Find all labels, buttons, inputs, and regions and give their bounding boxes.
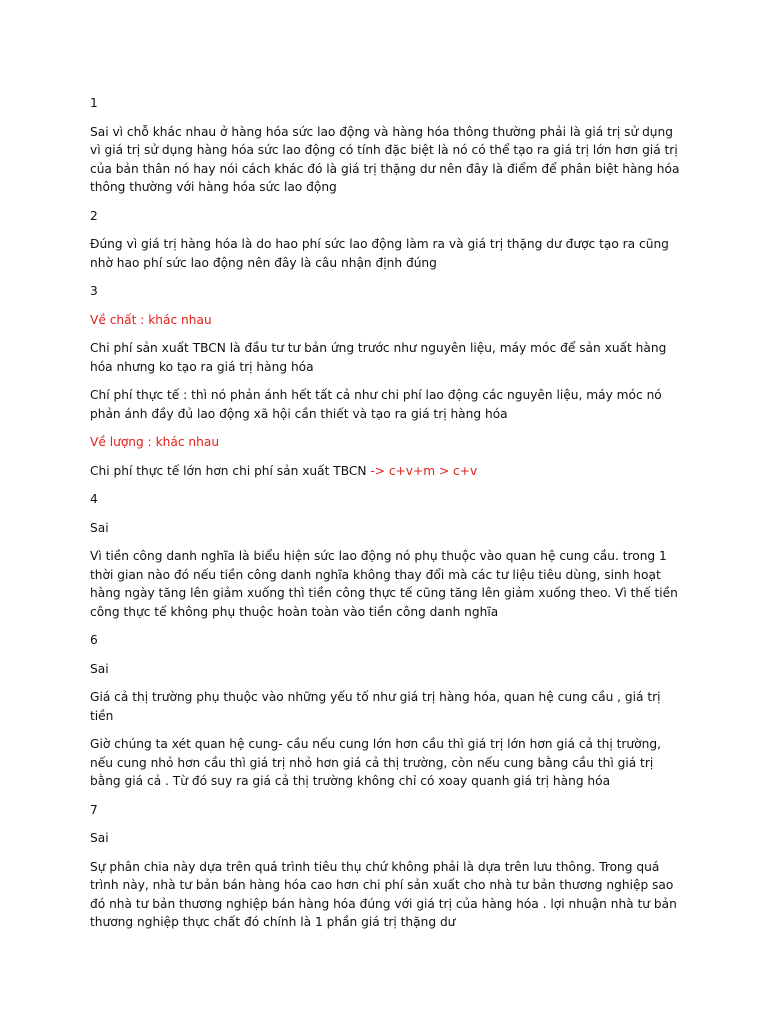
heading-ve-luong: Về lượng : khác nhau (90, 435, 220, 449)
verdict-7: Sai (90, 831, 109, 845)
verdict-6: Sai (90, 661, 109, 676)
answer-3-paragraph-3 (90, 462, 680, 481)
answer-6-paragraph-1: Giá cả thị trường phụ thuộc vào những yếu tố như giá trị hàng hóa, quan hệ cung cầu , giá trị tiền (90, 690, 661, 723)
question-number-7: 7 (90, 802, 98, 817)
question-number-4: 4 (90, 492, 98, 506)
answer-3-comparison-text: Chi phí thực tế lớn hơn chi phí sản xuất TBCN (90, 463, 367, 478)
question-number-3: 3 (90, 284, 98, 298)
answer-2: Đúng vì giá trị hàng hóa là do hao phí sức lao động làm ra và giá trị thặng dư được tạo ra cũng nhờ hao phí sức lao động nên đây là câu nhận định đúng (90, 237, 669, 270)
heading-ve-chat: Về chất : khác nhau (90, 312, 212, 327)
answer-7: Sự phân chia này dựa trên quá trình tiêu thụ chứ không phải là dựa trên lưu thông. Trong quá trình này, nhà tư bản bán hàng hóa cao hơn chi phí sản xuất cho nhà tư bản thương nghiệp sao đó nhà tư bản thương nghiệp bán hàng hóa đúng với giá trị của hàng hóa . lợi nhuận nhà tư bản thương nghiệp thực chất đó chính là 1 phần giá trị thặng dư (90, 859, 677, 929)
answer-3-paragraph-2: Chí phí thực tế : thì nó phản ánh hết tất cả như chi phí lao động các nguyên liệu, máy móc nó phản ánh đầy đủ lao động xã hội cần thiết và tạo ra giá trị hàng hóa (90, 388, 662, 421)
answer-3-formula: -> c+v+m > c+v (366, 463, 478, 478)
answer-6-paragraph-2: Giờ chúng ta xét quan hệ cung- cầu nếu cung lớn hơn cầu thì giá trị lớn hơn giá cả thị trường, nếu cung nhỏ hơn cầu thì giá trị nhỏ hơn giá cả thị trường, còn nếu cung bằng cầu thì giá trị bằng giá cả . Từ đó suy ra giá cả thị trường không chỉ có xoay quanh giá trị hàng hóa (90, 737, 661, 788)
question-number-2: 2 (90, 208, 98, 223)
question-number-6: 6 (90, 633, 98, 647)
answer-1: Sai vì chỗ khác nhau ở hàng hóa sức lao động và hàng hóa thông thường phải là giá trị sử dụng vì giá trị sử dụng hàng hóa sức lao động có tính đặc biệt là nó có thể tạo ra giá trị lớn hơn giá trị của bản thân nó hay nói cách khác đó là giá trị thặng dư nên đây là điểm để phân biệt hàng hóa thông thường với hàng hóa sức lao động (90, 124, 680, 194)
answer-4: Vì tiền công danh nghĩa là biểu hiện sức lao động nó phụ thuộc vào quan hệ cung cầu. trong 1 thời gian nào đó nếu tiền công danh nghĩa không thay đổi mà các tư liệu tiêu dùng, sinh hoạt hàng ngày tăng lên giảm xuống thì tiền công thực tế cũng tăng lên giảm xuống theo. Vì thế tiền công thực tế không phụ thuộc hoàn toàn vào tiền công danh nghĩa (90, 549, 678, 619)
document-page (90, 94, 680, 942)
answer-3-paragraph-1: Chi phí sản xuất TBCN là đầu tư tư bản ứng trước như nguyên liệu, máy móc để sản xuất hàng hóa nhưng ko tạo ra giá trị hàng hóa (90, 341, 667, 374)
verdict-4: Sai (90, 520, 109, 535)
question-number-1: 1 (90, 96, 98, 110)
